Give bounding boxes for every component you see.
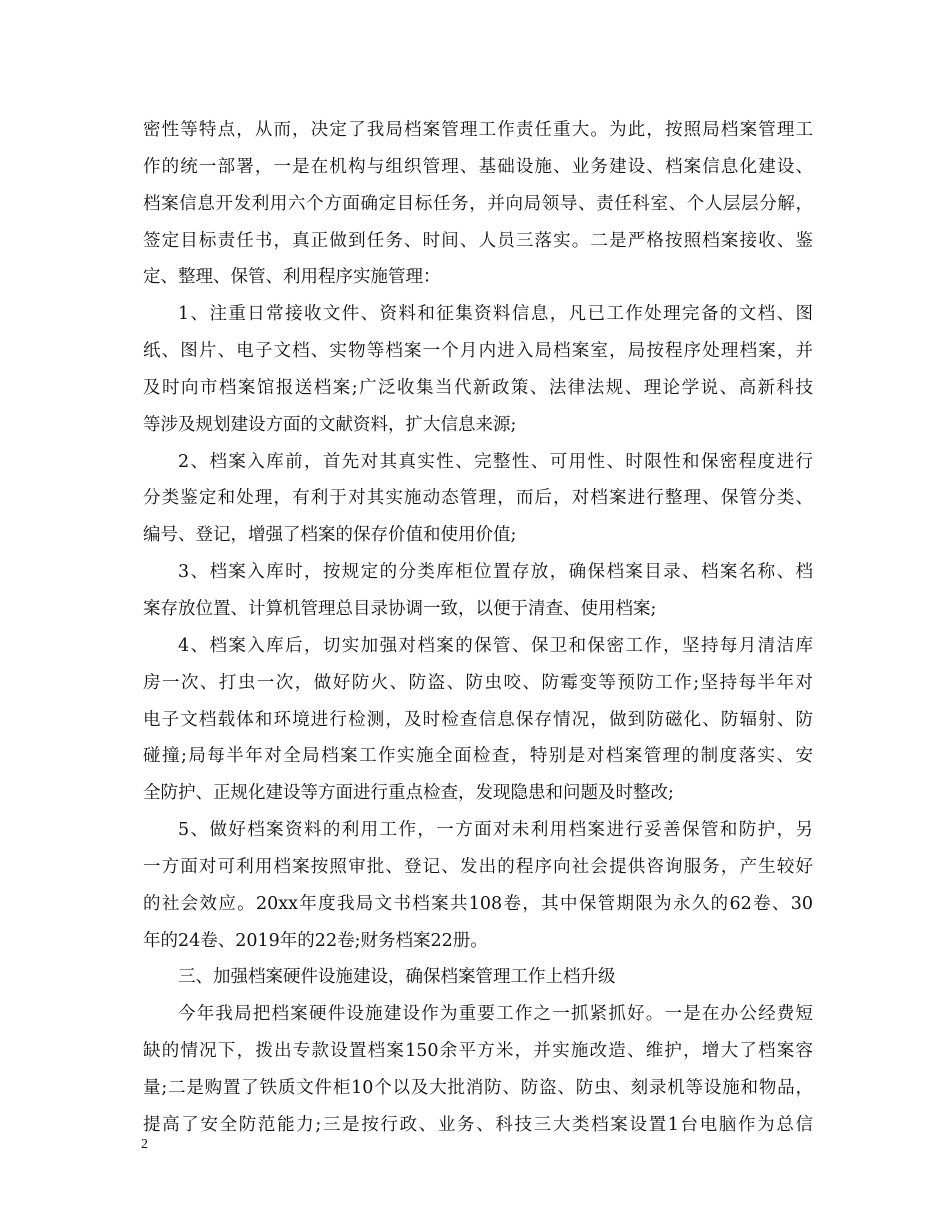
text-line: 档案信息开发利用六个方面确定目标任务，并向局领导、责任科室、个人层层分解， — [143, 193, 813, 214]
text-line: 分类鉴定和处理，有利于对其实施动态管理，而后，对档案进行整理、保管分类、 — [143, 488, 813, 509]
text-line: 全防护、正规化建设等方面进行重点检查，发现隐患和问题及时整改; — [143, 783, 674, 804]
text-line: 今年我局把档案硬件设施建设作为重要工作之一抓紧抓好。一是在办公经费短 — [178, 1004, 813, 1025]
text-line: 量;二是购置了铁质文件柜10个以及大批消防、防盗、防虫、刻录机等设施和物品， — [143, 1077, 813, 1098]
text-line: 及时向市档案馆报送档案;广泛收集当代新政策、法律法规、理论学说、高新科技 — [143, 377, 813, 398]
text-line: 作的统一部署，一是在机构与组织管理、基础设施、业务建设、档案信息化建设、 — [143, 156, 813, 177]
text-line: 提高了安全防范能力;三是按行政、业务、科技三大类档案设置1台电脑作为总信 — [143, 1114, 813, 1135]
text-line: 5、做好档案资料的利用工作，一方面对未利用档案进行妥善保管和防护，另 — [178, 820, 813, 841]
text-line: 3、档案入库时，按规定的分类库柜位置存放，确保档案目录、档案名称、档 — [178, 562, 813, 583]
text-line: 2、档案入库前，首先对其真实性、完整性、可用性、时限性和保密程度进行 — [178, 451, 813, 472]
text-line: 碰撞;局每半年对全局档案工作实施全面检查，特别是对档案管理的制度落实、安 — [143, 746, 813, 767]
text-line: 密性等特点，从而，决定了我局档案管理工作责任重大。为此，按照局档案管理工 — [143, 120, 813, 140]
text-line: 纸、图片、电子文档、实物等档案一个月内进入局档案室，局按程序处理档案，并 — [143, 341, 813, 362]
page-number: 2 — [141, 1137, 148, 1152]
text-line: 4、档案入库后，切实加强对档案的保管、保卫和保密工作，坚持每月清洁库 — [178, 635, 813, 656]
text-line: 房一次、打虫一次，做好防火、防盗、防虫咬、防霉变等预防工作;坚持每半年对 — [143, 672, 813, 693]
text-line: 编号、登记，增强了档案的保存价值和使用价值; — [143, 525, 517, 546]
text-line: 的社会效应。20xx年度我局文书档案共108卷，其中保管期限为永久的62卷、30 — [143, 893, 813, 914]
text-line: 1、注重日常接收文件、资料和征集资料信息，凡已工作处理完备的文档、图 — [178, 304, 813, 325]
text-line: 三、加强档案硬件设施建设，确保档案管理工作上档升级 — [178, 967, 616, 988]
text-line: 定、整理、保管、利用程序实施管理： — [143, 267, 441, 288]
text-line: 缺的情况下，拨出专款设置档案150余平方米，并实施改造、维护，增大了档案容 — [143, 1041, 813, 1062]
text-line: 签定目标责任书，真正做到任务、时间、人员三落实。二是严格按照档案接收、鉴 — [143, 230, 813, 251]
text-line: 年的24卷、2019年的22卷;财务档案22册。 — [143, 930, 488, 951]
text-line: 等涉及规划建设方面的文献资料，扩大信息来源; — [143, 414, 517, 435]
text-line: 电子文档载体和环境进行检测，及时检查信息保存情况，做到防磁化、防辐射、防 — [143, 709, 813, 730]
text-line: 案存放位置、计算机管理总目录协调一致，以便于清查、使用档案; — [143, 598, 657, 619]
text-line: 一方面对可利用档案按照审批、登记、发出的程序向社会提供咨询服务，产生较好 — [143, 856, 813, 877]
document-body — [143, 112, 813, 1144]
